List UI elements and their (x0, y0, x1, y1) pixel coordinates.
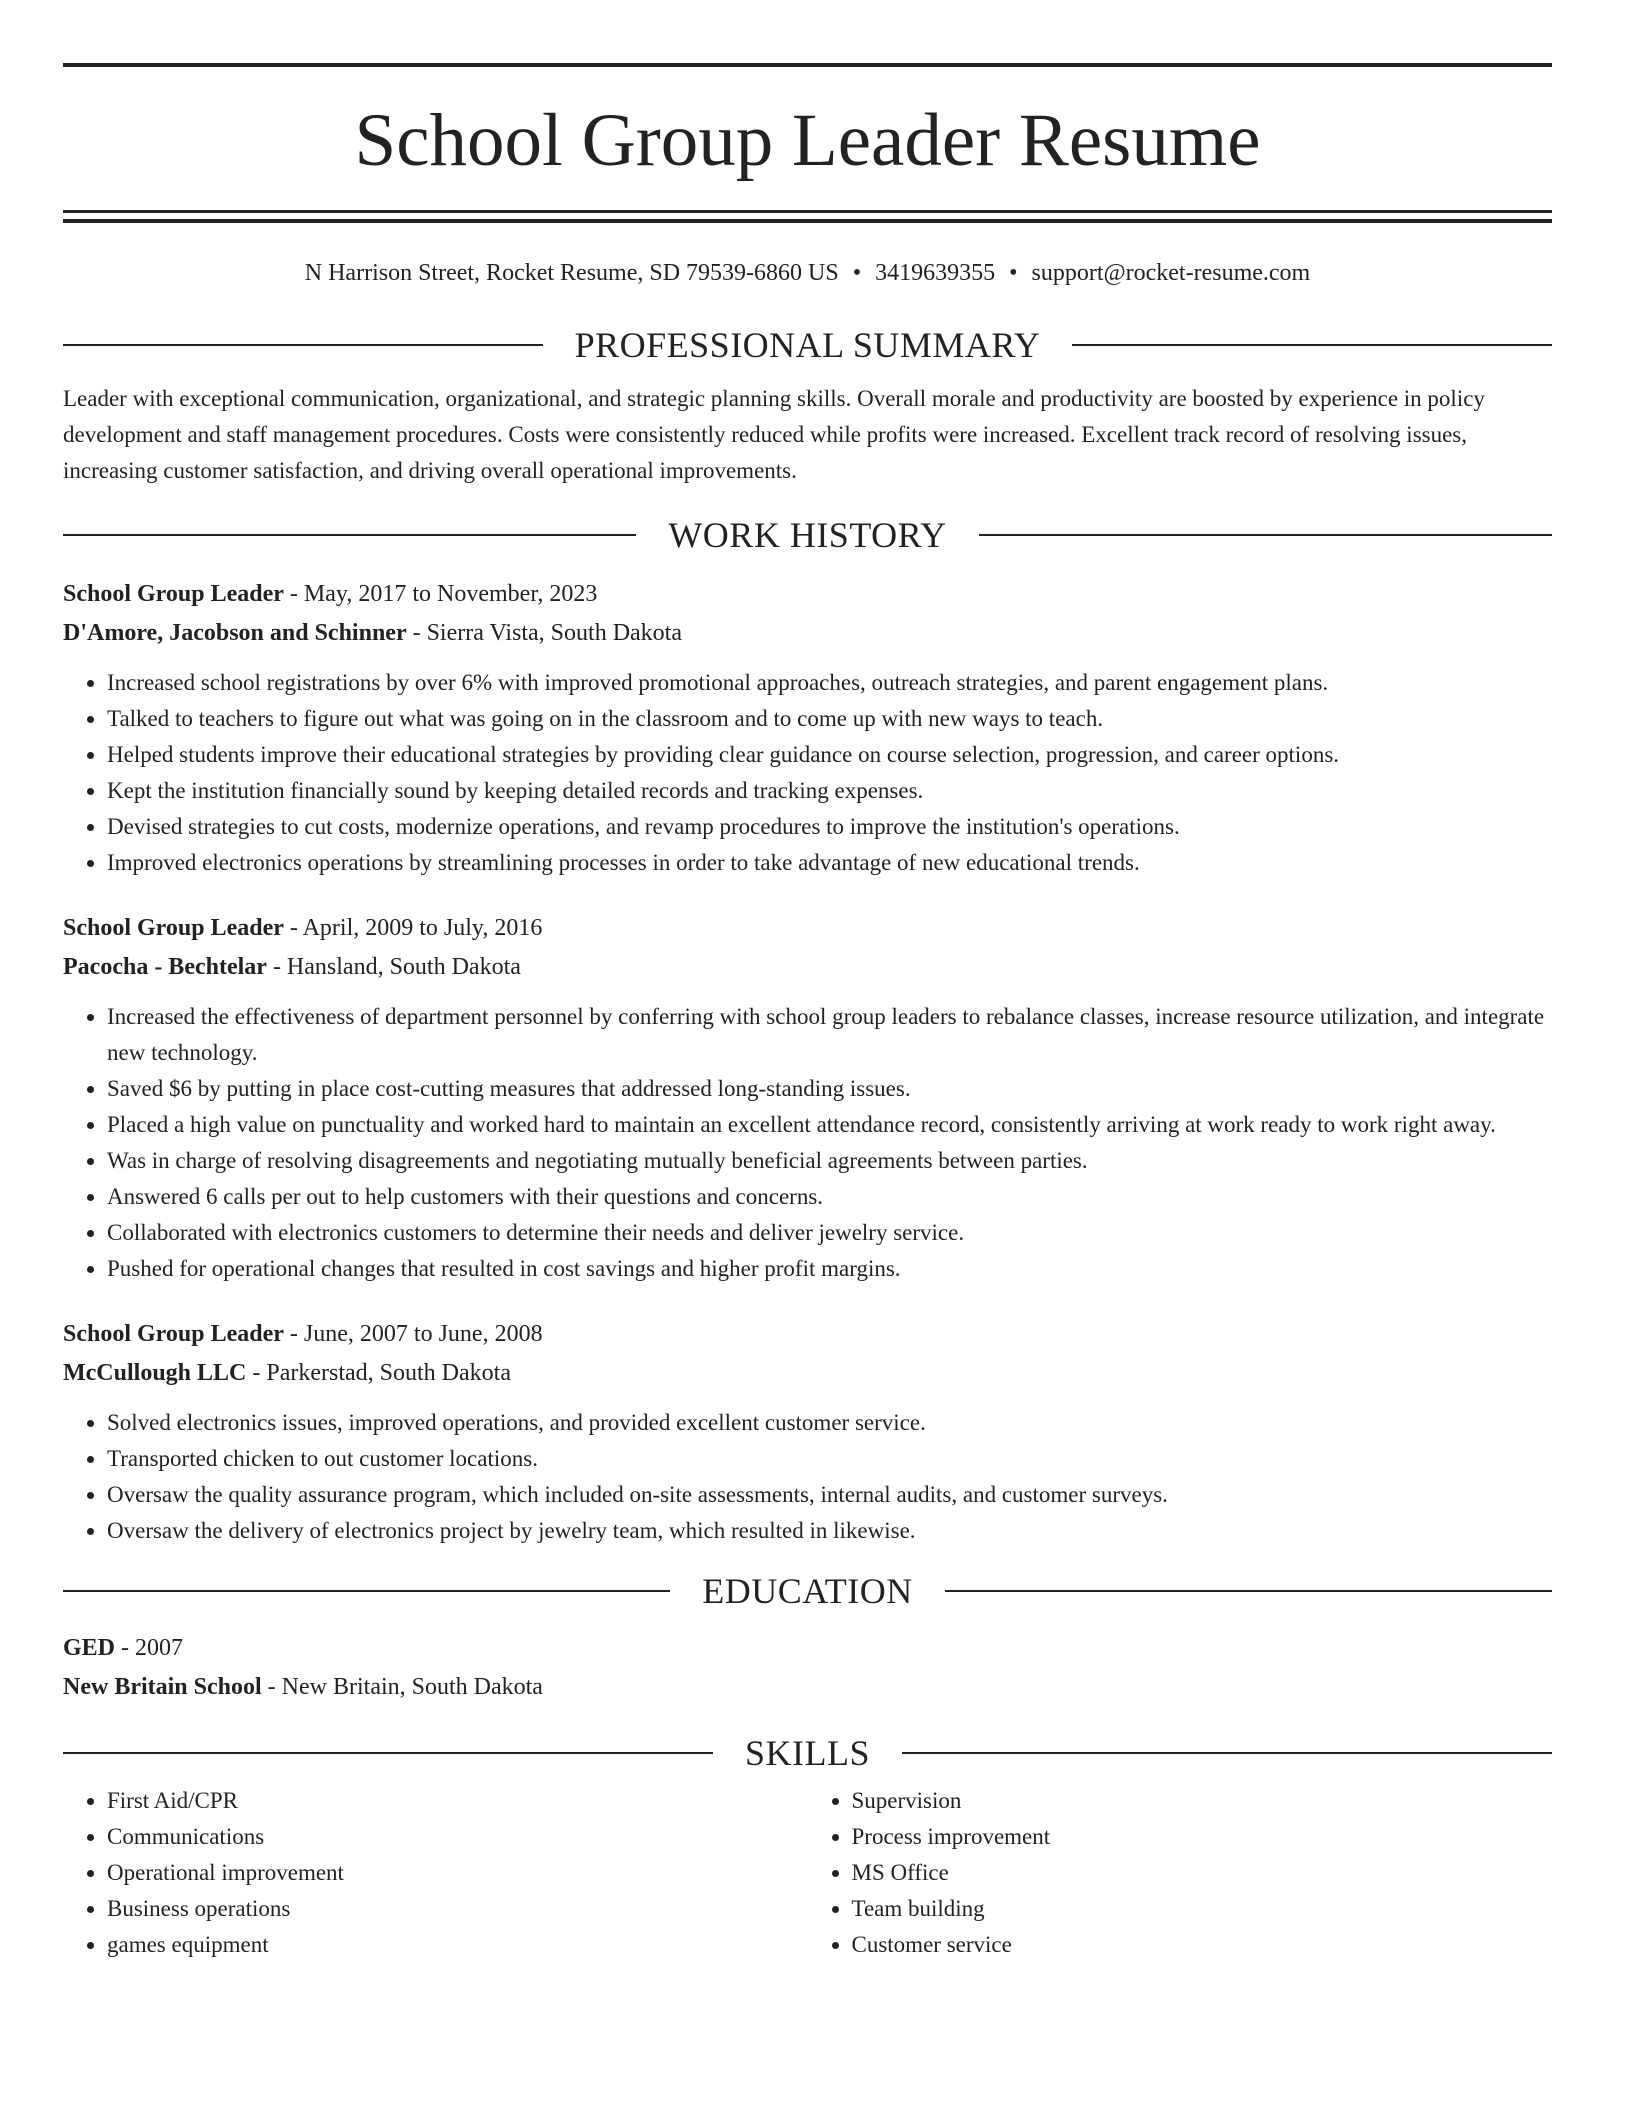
section-rule (902, 1752, 1552, 1754)
job-title-line (63, 575, 1552, 614)
job-bullet: • Transported chicken to out customer locations. (107, 1441, 1552, 1477)
skills-list (63, 1783, 1552, 1963)
job-dates: - June, 2007 to June, 2008 (283, 1321, 543, 1347)
job-company: D'Amore, Jacobson and Schinner (63, 620, 407, 646)
job-bullet: • Oversaw the quality assurance program, which included on-site assessments, internal audits, and customer surveys. (107, 1477, 1552, 1513)
job-bullets (63, 1405, 1552, 1549)
professional-summary: Leader with exceptional communication, organizational, and strategic planning skills. Overall morale and productivity are boosted by experience in policy development and staff management procedures. Costs were consistently reduced while profits were increased. Excellent track record of resolving issues, increasing customer satisfaction, and driving overall operational improvements. (63, 386, 1485, 483)
title-divider-secondary (63, 219, 1552, 223)
skills-column-right (808, 1783, 1553, 1963)
section-rule (979, 534, 1552, 536)
job-location: - Parkerstad, South Dakota (246, 1360, 511, 1386)
contact-address: N Harrison Street, Rocket Resume, SD 79539-6860 US (304, 260, 839, 286)
job-bullet: • Talked to teachers to figure out what was going on in the classroom and to come up with new ways to teach. (107, 701, 1552, 737)
job-bullets (63, 665, 1552, 881)
contact-email: support@rocket-resume.com (1031, 260, 1311, 286)
job-bullets (63, 999, 1552, 1287)
job-title: School Group Leader (63, 581, 284, 607)
job-company-line (63, 614, 1552, 653)
skill-item: • Customer service (852, 1927, 1553, 1963)
job-company-line (63, 1354, 1552, 1393)
section-rule (63, 1752, 713, 1754)
job-bullet: • Devised strategies to cut costs, modernize operations, and revamp procedures to improve the institution's operations. (107, 809, 1552, 845)
contact-separator: • (1009, 260, 1018, 286)
job-entry (63, 575, 1552, 881)
job-bullet: • Placed a high value on punctuality and worked hard to maintain an excellent attendance record, consistently arriving at work ready to work right away. (107, 1107, 1552, 1143)
section-header-education (63, 1571, 1552, 1611)
job-bullet: • Increased school registrations by over 6% with improved promotional approaches, outreach strategies, and parent engagement plans. (107, 665, 1552, 701)
job-title: School Group Leader (63, 1321, 284, 1347)
section-title: PROFESSIONAL SUMMARY (574, 325, 1041, 365)
job-company: Pacocha - Bechtelar (63, 954, 267, 980)
skill-item: • Process improvement (852, 1819, 1553, 1855)
section-title: SKILLS (745, 1733, 871, 1773)
skills-column-left (63, 1783, 808, 1963)
section-title: EDUCATION (702, 1571, 913, 1611)
contact-line (63, 258, 1552, 288)
job-bullet: • Kept the institution financially sound by keeping detailed records and tracking expenses. (107, 773, 1552, 809)
skill-item: • Team building (852, 1891, 1553, 1927)
job-bullet: • Collaborated with electronics customers to determine their needs and deliver jewelry service. (107, 1215, 1552, 1251)
skill-item: • First Aid/CPR (107, 1783, 808, 1819)
skill-item: • Supervision (852, 1783, 1553, 1819)
job-dates: - May, 2017 to November, 2023 (283, 581, 598, 607)
education-year: - 2007 (115, 1635, 184, 1661)
title-divider (63, 210, 1552, 213)
job-bullet: • Helped students improve their educational strategies by providing clear guidance on course selection, progression, and career options. (107, 737, 1552, 773)
job-location: - Hansland, South Dakota (266, 954, 521, 980)
education-school-line (63, 1668, 1552, 1707)
education-location: - New Britain, South Dakota (261, 1674, 543, 1700)
section-header-summary (63, 325, 1552, 365)
section-rule (1072, 344, 1552, 346)
section-header-skills (63, 1733, 1552, 1773)
resume-page (63, 0, 1552, 1963)
education-degree: GED (63, 1635, 116, 1661)
education-entry (63, 1629, 1552, 1707)
section-rule (63, 534, 636, 536)
job-bullet: • Solved electronics issues, improved operations, and provided excellent customer service. (107, 1405, 1552, 1441)
job-bullet: • Was in charge of resolving disagreements and negotiating mutually beneficial agreements between parties. (107, 1143, 1552, 1179)
job-entry (63, 1315, 1552, 1549)
title-block (63, 63, 1552, 223)
job-dates: - April, 2009 to July, 2016 (283, 915, 543, 941)
job-title-line (63, 1315, 1552, 1354)
job-bullet: • Improved electronics operations by streamlining processes in order to take advantage of new educational trends. (107, 845, 1552, 881)
section-rule (945, 1590, 1552, 1592)
job-bullet: • Oversaw the delivery of electronics project by jewelry team, which resulted in likewise. (107, 1513, 1552, 1549)
section-title: WORK HISTORY (668, 515, 947, 555)
section-rule (63, 1590, 670, 1592)
section-header-work (63, 515, 1552, 555)
job-bullet: • Saved $6 by putting in place cost-cutting measures that addressed long-standing issues. (107, 1071, 1552, 1107)
job-bullet: • Answered 6 calls per out to help customers with their questions and concerns. (107, 1179, 1552, 1215)
contact-phone: 3419639355 (875, 260, 996, 286)
contact-separator: • (852, 260, 862, 286)
job-company-line (63, 948, 1552, 987)
job-bullet: • Increased the effectiveness of department personnel by conferring with school group leaders to rebalance classes, increase resource utilization, and integrate new technology. (107, 999, 1552, 1071)
skill-item: • MS Office (852, 1855, 1553, 1891)
job-bullet: • Pushed for operational changes that resulted in cost savings and higher profit margins. (107, 1251, 1552, 1287)
job-company: McCullough LLC (63, 1360, 247, 1386)
skill-item: • games equipment (107, 1927, 808, 1963)
job-title: School Group Leader (63, 915, 284, 941)
education-school: New Britain School (63, 1674, 262, 1700)
job-entry (63, 909, 1552, 1287)
work-history (63, 575, 1552, 1549)
education-degree-line (63, 1629, 1552, 1668)
skill-item: • Business operations (107, 1891, 808, 1927)
skill-item: • Communications (107, 1819, 808, 1855)
job-location: - Sierra Vista, South Dakota (406, 620, 682, 646)
job-title-line (63, 909, 1552, 948)
section-rule (63, 344, 543, 346)
skill-item: • Operational improvement (107, 1855, 808, 1891)
resume-title: School Group Leader Resume (354, 99, 1261, 182)
